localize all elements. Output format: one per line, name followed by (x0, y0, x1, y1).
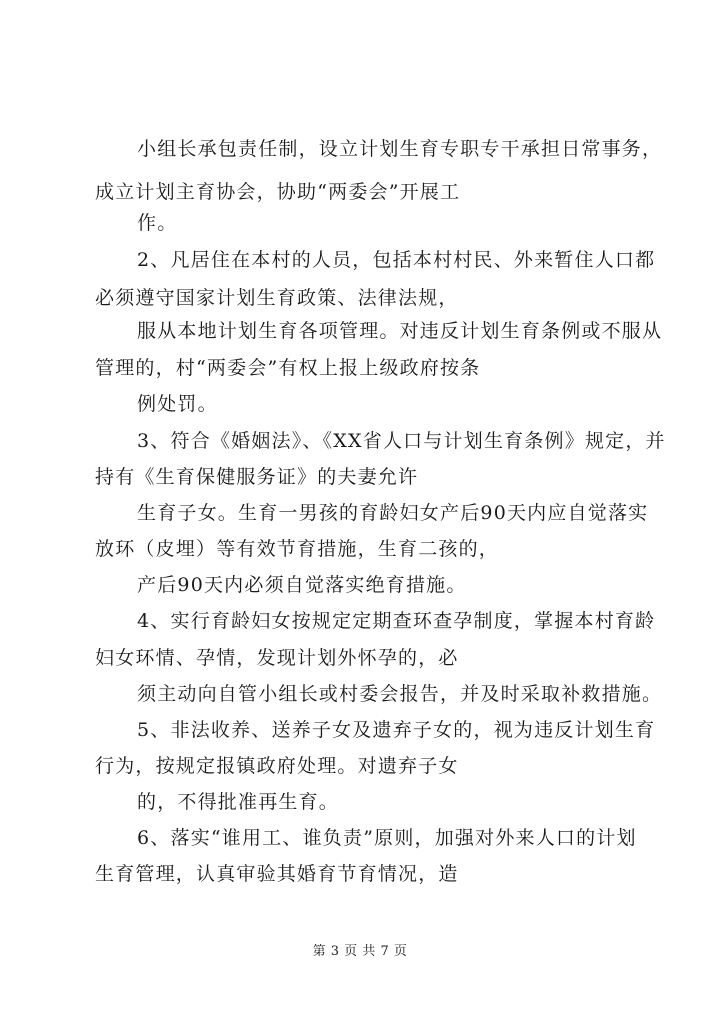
text-line: 放环（皮埋）等有效节育措施，生育二孩的， (95, 538, 500, 560)
text-line: 产后90天内必须自觉落实绝育措施。 (137, 574, 467, 596)
text-line: 3、符合《婚姻法》、《XX省人口与计划生育条例》规定，并 (137, 430, 666, 452)
text-line: 生育管理，认真审验其婚育节育情况，造 (95, 863, 459, 885)
text-line: 必须遵守国家计划生育政策、法律法规， (95, 287, 459, 309)
text-line: 成立计划主育协会，协助“两委会”开展工 (95, 181, 461, 203)
text-line: 作。 (137, 212, 178, 234)
text-line: 6、落实“谁用工、谁负责”原则，加强对外来人口的计划 (137, 827, 637, 849)
text-line: 生育子女。生育一男孩的育龄妇女产后90天内应自觉落实 (137, 502, 649, 524)
text-line: 小组长承包责任制，设立计划生育专职专干承担日常事务， (137, 138, 663, 160)
text-line: 行为，按规定报镇政府处理。对遗弃子女 (95, 755, 459, 777)
text-line: 2、凡居住在本村的人员，包括本村村民、外来暂住人口都 (137, 249, 656, 271)
text-line: 持有《生育保健服务证》的夫妻允许 (95, 466, 419, 488)
text-line: 的，不得批准再生育。 (137, 791, 340, 813)
text-line: 4、实行育龄妇女按规定定期查环查孕制度，掌握本村育龄 (137, 610, 656, 632)
text-line: 妇女环情、孕情，发现计划外怀孕的，必 (95, 647, 459, 669)
text-line: 须主动向自管小组长或村委会报告，并及时采取补救措施。 (137, 683, 663, 705)
page-number-footer: 第 3 页 共 7 页 (312, 944, 408, 959)
text-line: 例处罚。 (137, 393, 218, 415)
text-line: 管理的，村“两委会”有权上报上级政府按条 (95, 357, 481, 379)
text-line: 服从本地计划生育各项管理。对违反计划生育条例或不服从 (137, 320, 663, 342)
text-line: 5、非法收养、送养子女及遗弃子女的，视为违反计划生育 (137, 719, 656, 741)
